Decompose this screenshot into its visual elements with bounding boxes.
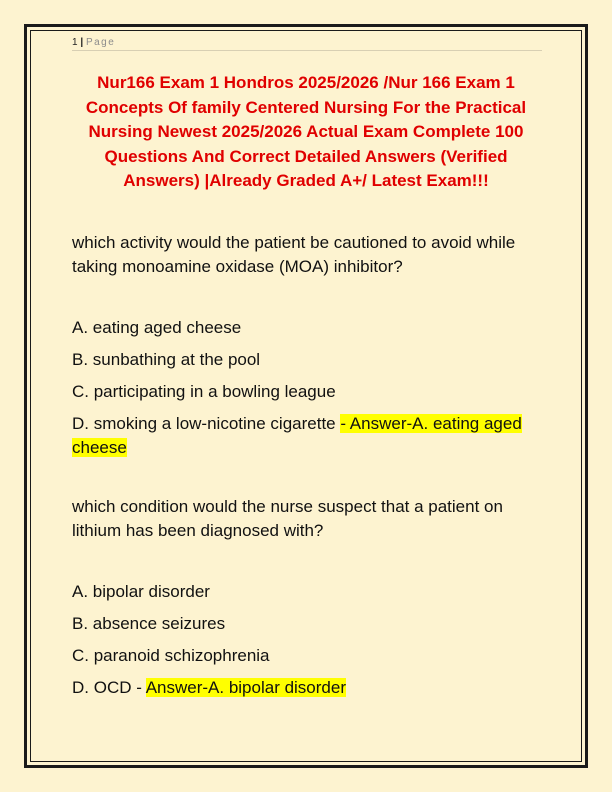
question-text: which activity would the patient be cautioned to avoid while taking monoamine oxidase (MOA) inhibitor? bbox=[72, 233, 516, 276]
question-text: which condition would the nurse suspect that a patient on lithium has been diagnosed with? bbox=[72, 497, 503, 540]
option-d bbox=[72, 676, 542, 700]
option-d-text: D. OCD - bbox=[72, 678, 142, 697]
option-c: C. participating in a bowling league bbox=[72, 382, 336, 401]
question-block-1 bbox=[72, 231, 542, 459]
option-d bbox=[72, 412, 542, 459]
question-list bbox=[72, 231, 542, 708]
page-number: 1 bbox=[72, 37, 78, 48]
option-b: B. absence seizures bbox=[72, 614, 226, 633]
document-title: Nur166 Exam 1 Hondros 2025/2026 /Nur 166 Exam 1 Concepts Of family Centered Nursing For the Practical Nursing Newest 2025/2026 Actual Exam Complete 100 Questions And Correct Detailed Answers (Verified Answers) |Already Graded A+/ Latest Exam!!! bbox=[85, 73, 527, 190]
page-label: Page bbox=[85, 37, 116, 48]
option-b: B. sunbathing at the pool bbox=[72, 350, 261, 369]
option-a: A. bipolar disorder bbox=[72, 582, 210, 601]
question-block-2 bbox=[72, 495, 542, 700]
option-a: A. eating aged cheese bbox=[72, 318, 242, 337]
answer-highlight: - Answer-A. eating aged cheese bbox=[72, 414, 522, 457]
page-separator: | bbox=[80, 37, 84, 48]
answer-highlight: Answer-A. bipolar disorder bbox=[145, 678, 346, 697]
option-d-text: D. smoking a low-nicotine cigarette bbox=[72, 414, 336, 433]
option-c: C. paranoid schizophrenia bbox=[72, 646, 270, 665]
page-header bbox=[72, 37, 542, 51]
